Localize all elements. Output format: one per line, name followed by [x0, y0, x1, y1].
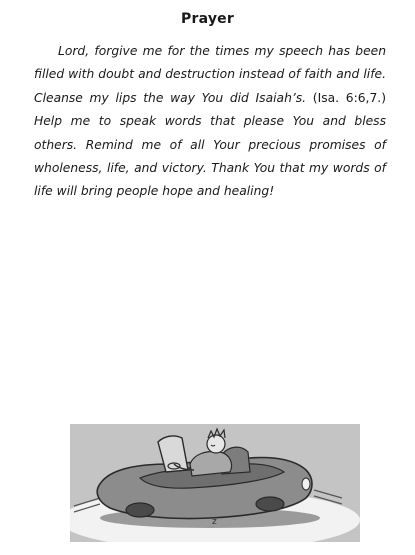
prayer-text	[34, 40, 386, 204]
page-title: Prayer	[181, 11, 234, 27]
prayer-text-part2: Help me to speak words that please You and bless others. Remind me of all Your precious promises of wholeness, life, and victory. Thank You that my words of life will bring people hope and healing!	[34, 114, 386, 199]
scripture-reference: (Isa. 6:6,7.)	[312, 90, 386, 105]
sleeping-driver-car-illustration	[70, 424, 360, 542]
snore-z: z	[212, 517, 217, 527]
prayer-text-part1: Lord, forgive me for the times my speech has been filled with doubt and destruction instead of faith and life. Cleanse my lips the way You did Isaiah’s.	[34, 44, 386, 105]
